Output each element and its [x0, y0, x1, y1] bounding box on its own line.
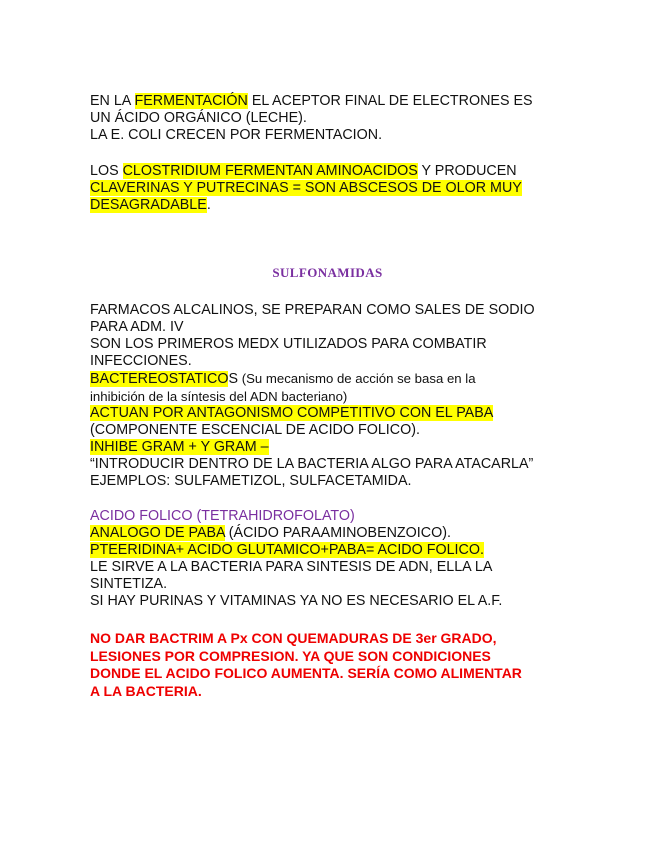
text-run: (ÁCIDO PARAAMINOBENZOICO).	[224, 525, 451, 541]
highlighted-term: ACTUAN POR ANTAGONISMO COMPETITIVO CON EL PABA	[90, 405, 494, 421]
text-line: FARMACOS ALCALINOS, SE PREPARAN COMO SALES DE SODIO	[90, 302, 535, 318]
text-run: EN LA	[90, 93, 135, 109]
text-run: (Su mecanismo de acción se basa en la	[238, 371, 476, 386]
warning-line: NO DAR BACTRIM A Px CON QUEMADURAS DE 3er GRADO,	[90, 630, 497, 646]
text-line	[90, 525, 580, 542]
text-line	[90, 163, 580, 180]
text-line	[90, 370, 580, 388]
text-line: INFECCIONES.	[90, 353, 192, 369]
text-line	[90, 405, 580, 422]
text-line: SINTETIZA.	[90, 576, 168, 592]
text-line	[90, 197, 580, 214]
section-title: SULFONAMIDAS	[272, 265, 383, 280]
text-line: LA E. COLI CRECEN POR FERMENTACION.	[90, 127, 383, 143]
clostridium-paragraph	[90, 163, 580, 214]
text-line: “INTRODUCIR DENTRO DE LA BACTERIA ALGO PARA ATACARLA”	[90, 456, 534, 472]
highlighted-term: CLOSTRIDIUM FERMENTAN AMINOACIDOS	[122, 163, 418, 179]
text-run: S	[228, 371, 239, 387]
text-run: Y PRODUCEN	[417, 163, 517, 179]
text-line: PARA ADM. IV	[90, 319, 184, 335]
text-line	[90, 180, 580, 197]
text-run: EL ACEPTOR FINAL DE ELECTRONES ES	[247, 93, 533, 109]
text-line	[90, 542, 580, 559]
fermentation-paragraph	[90, 93, 580, 144]
highlighted-term: CLAVERINAS Y PUTRECINAS = SON ABSCESOS DE OLOR MUY	[90, 180, 522, 196]
warning-paragraph	[90, 630, 580, 700]
acido-folico-paragraph	[90, 508, 580, 610]
text-run: .	[206, 197, 211, 213]
text-line: (COMPONENTE ESCENCIAL DE ACIDO FOLICO).	[90, 422, 420, 438]
text-line: UN ÁCIDO ORGÁNICO (LECHE).	[90, 110, 307, 126]
text-line: inhibición de la síntesis del ADN bacteriano)	[90, 389, 348, 404]
sulfonamidas-paragraph	[90, 302, 580, 490]
highlighted-term: BACTEREOSTATICO	[90, 371, 229, 387]
text-line: EJEMPLOS: SULFAMETIZOL, SULFACETAMIDA.	[90, 473, 412, 489]
text-run: LOS	[90, 163, 123, 179]
subheading: ACIDO FOLICO (TETRAHIDROFOLATO)	[90, 508, 355, 524]
text-line: SI HAY PURINAS Y VITAMINAS YA NO ES NECESARIO EL A.F.	[90, 593, 503, 609]
warning-line: A LA BACTERIA.	[90, 682, 202, 699]
highlighted-term: FERMENTACIÓN	[134, 93, 248, 109]
text-line	[90, 439, 580, 456]
highlighted-term: DESAGRADABLE	[90, 197, 207, 213]
highlighted-term: INHIBE GRAM + Y GRAM –	[90, 439, 269, 455]
highlighted-term: ANALOGO DE PABA	[90, 525, 225, 541]
text-line	[90, 93, 580, 110]
text-line: SON LOS PRIMEROS MEDX UTILIZADOS PARA COMBATIR	[90, 336, 487, 352]
highlighted-term: PTEERIDINA+ ACIDO GLUTAMICO+PABA= ACIDO FOLICO.	[90, 542, 484, 558]
warning-line: DONDE EL ACIDO FOLICO AUMENTA. SERÍA COMO ALIMENTAR	[90, 665, 522, 681]
warning-line: LESIONES POR COMPRESION. YA QUE SON CONDICIONES	[90, 647, 491, 664]
text-line: LE SIRVE A LA BACTERIA PARA SINTESIS DE ADN, ELLA LA	[90, 559, 493, 575]
